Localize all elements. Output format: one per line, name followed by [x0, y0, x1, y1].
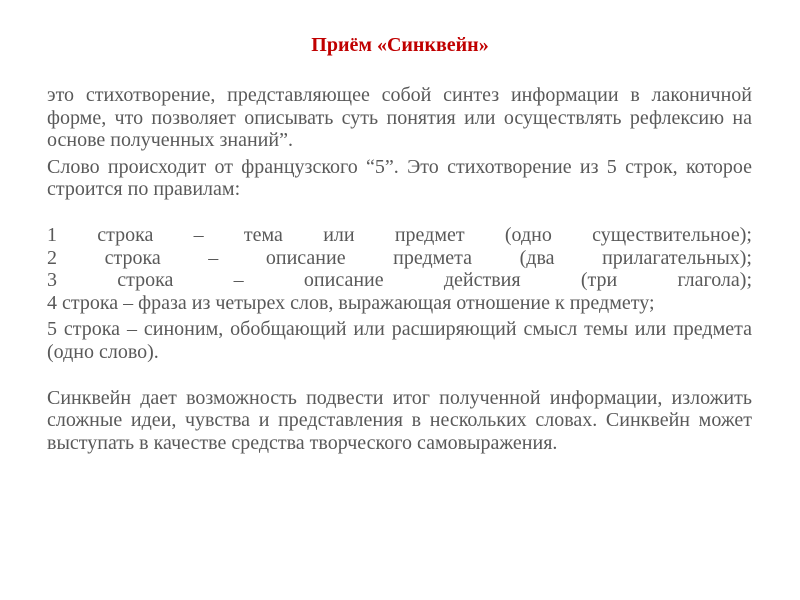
slide-body [47, 84, 752, 454]
rule-line-3: 3 строка – описание действия (три глагола); [47, 269, 752, 292]
origin-paragraph: Слово происходит от французского “5”. Это стихотворение из 5 строк, которое строится по правилам: [47, 155, 752, 201]
rule-line-1: 1 строка – тема или предмет (одно существительное); [47, 223, 752, 246]
conclusion-paragraph: Синквейн дает возможность подвести итог полученной информации, изложить сложные идеи, чувства и представления в нескольких словах. Синквейн может выступать в качестве средства творческого самовыражения. [47, 386, 752, 454]
definition-paragraph: это стихотворение, представляющее собой синтез информации в лаконичной форме, что позволяет описывать суть понятия или осуществлять рефлексию на основе полученных знаний”. [47, 84, 752, 152]
rule-line-2: 2 строка – описание предмета (два прилагательных); [47, 246, 752, 269]
slide-title: Приём «Синквейн» [311, 34, 489, 56]
rule-line-4: 4 строка – фраза из четырех слов, выражающая отношение к предмету; [47, 291, 655, 314]
rule-line-5: 5 строка – синоним, обобщающий или расширяющий смысл темы или предмета (одно слово). [47, 318, 752, 363]
